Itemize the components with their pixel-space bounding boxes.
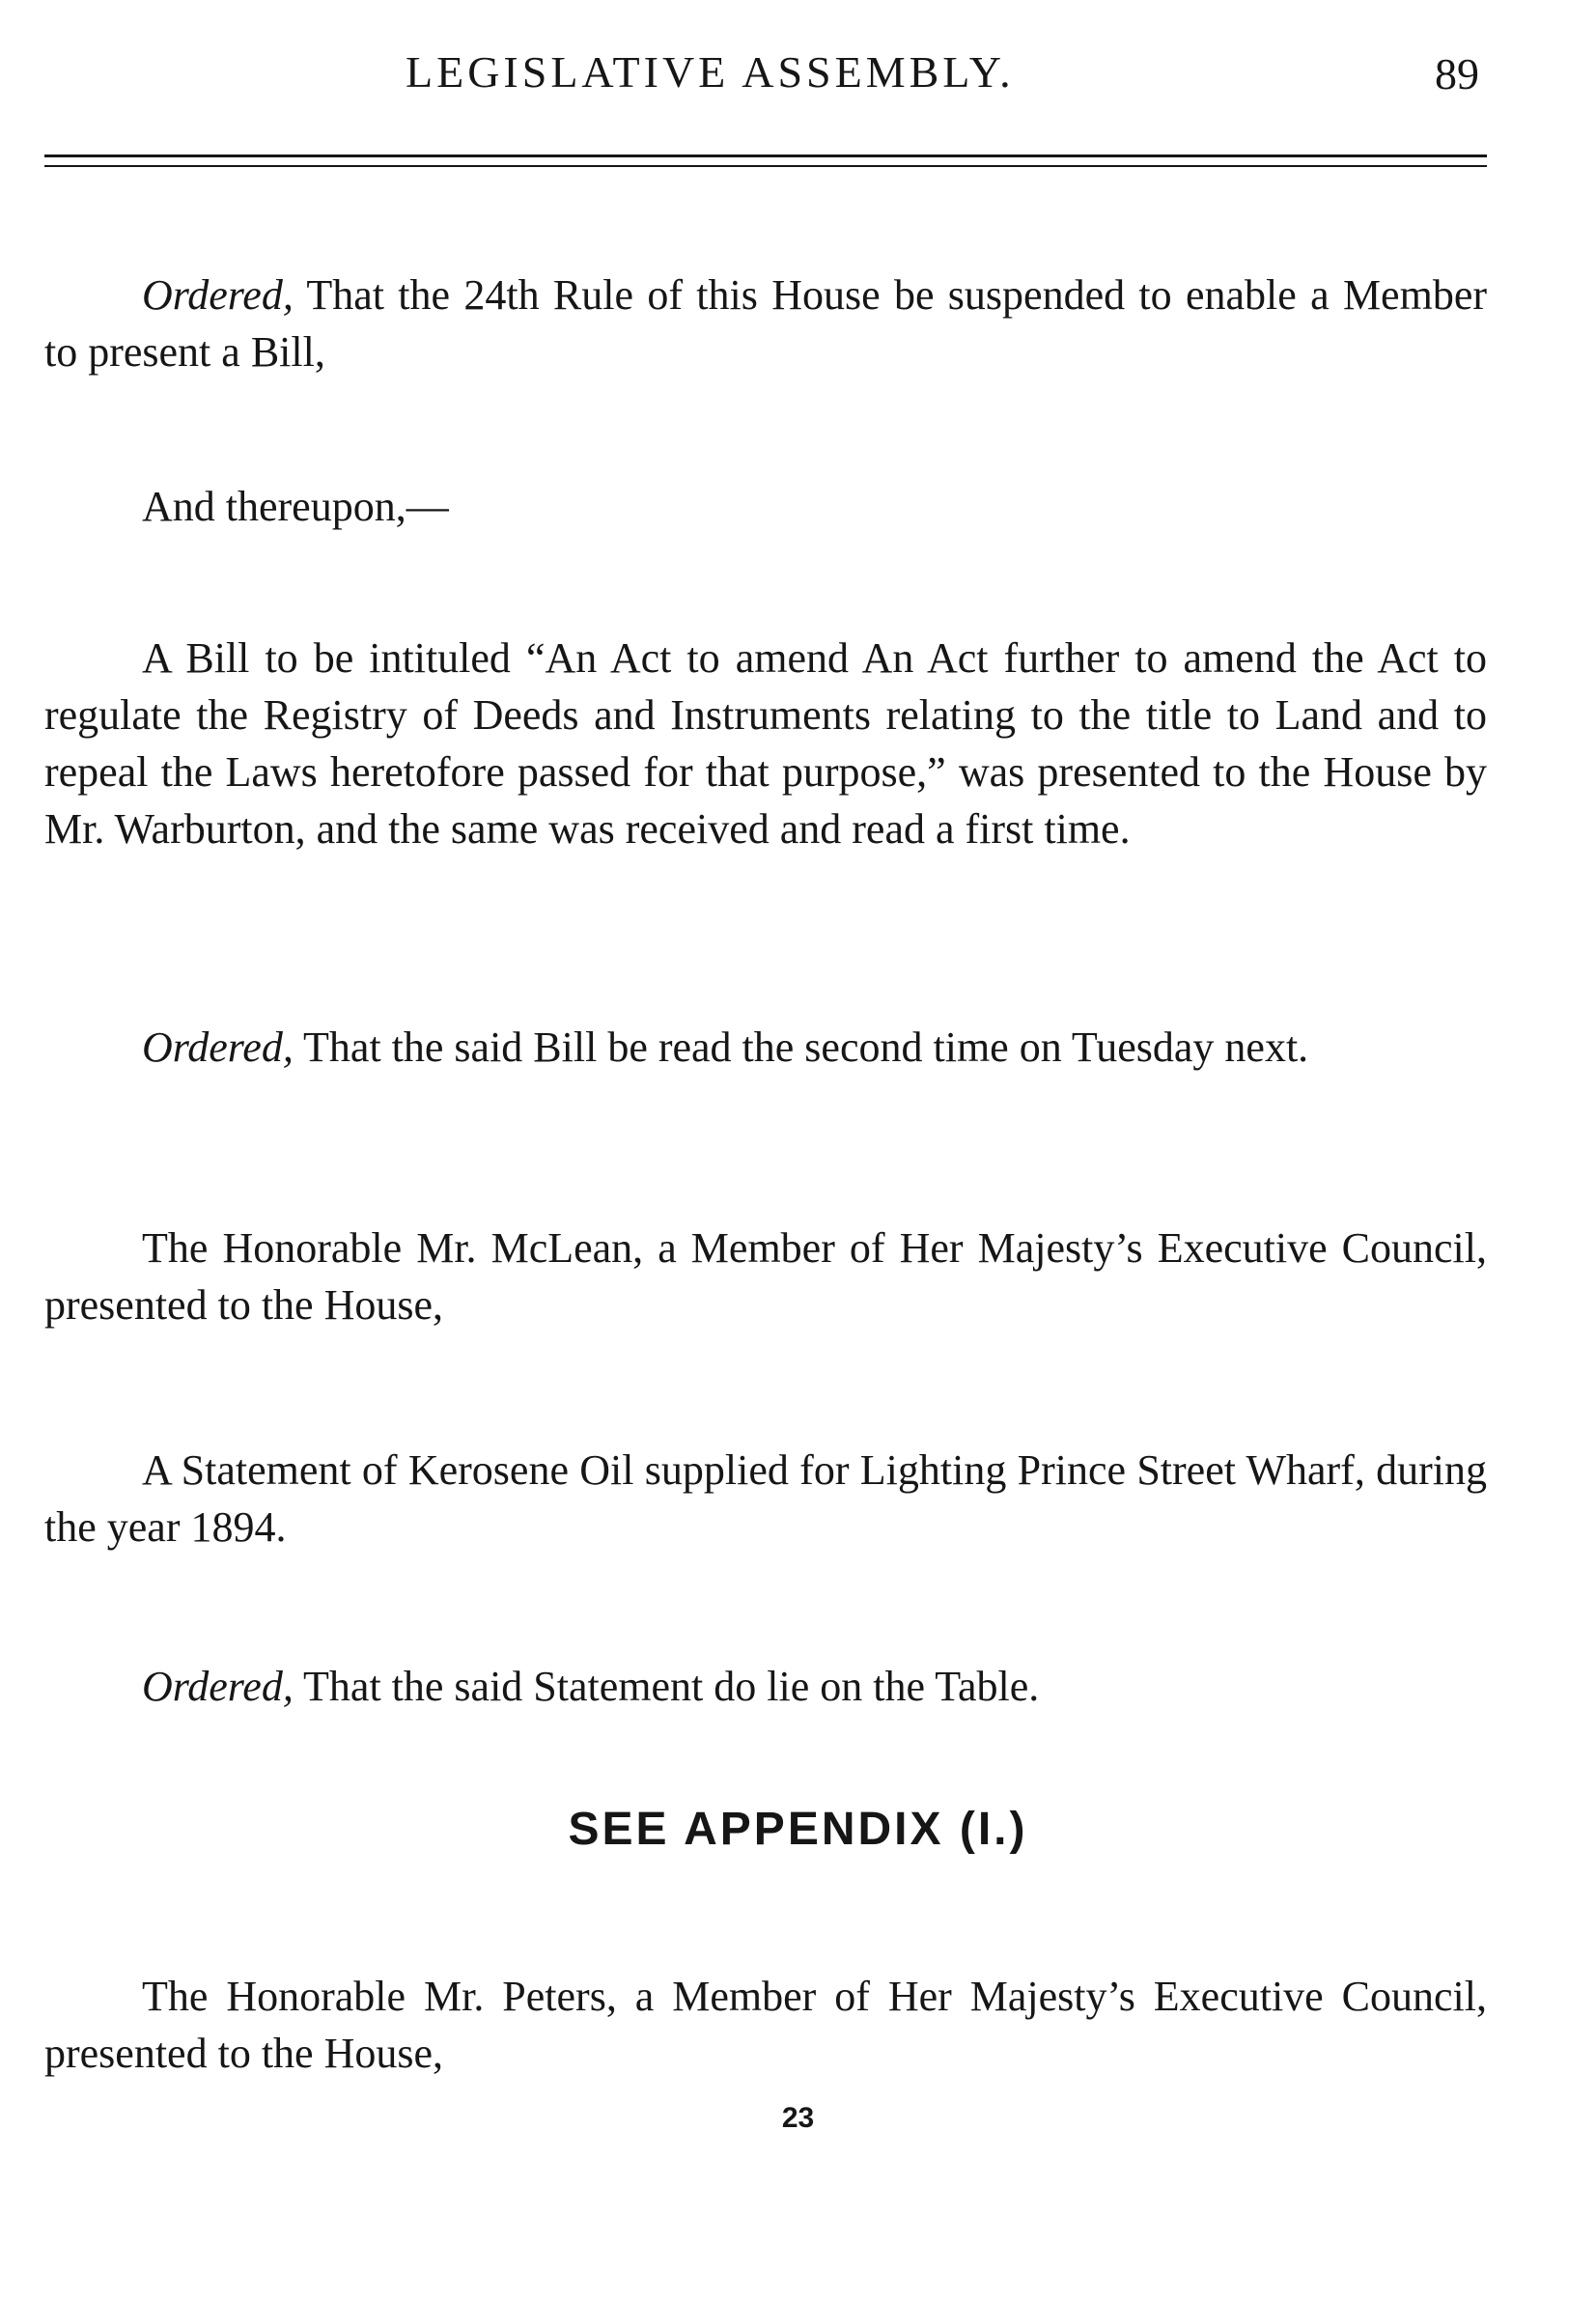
appendix-heading: SEE APPENDIX (I.) [568, 1804, 1028, 1855]
paragraph-lie-on-table-order [44, 1658, 1487, 1715]
ordered-lead: Ordered, [142, 271, 294, 319]
ordered-lead: Ordered, [142, 1023, 294, 1071]
paragraph-peters-presented [44, 1968, 1487, 2082]
ordered-lead: Ordered, [142, 1663, 294, 1710]
running-header-title: LEGISLATIVE ASSEMBLY. [406, 47, 1015, 97]
page-number: 89 [1435, 49, 1479, 98]
paragraph-text: A Statement of Kerosene Oil supplied for Lighting Prince Street Wharf, during the year 1894. [44, 1446, 1487, 1551]
header-rule-top [44, 154, 1487, 157]
paragraph-kerosene-statement [44, 1442, 1487, 1556]
paragraph-text: A Bill to be intituled “An Act to amend An Act further to amend the Act to regulate the Registry of Deeds and Instruments relating to the title to Land and to repeal the Laws heretofore passed for that purpose,” was presented to the House by Mr. Warburton, and the same was received and read a first time. [44, 634, 1487, 853]
paragraph-text: That the said Bill be read the second time on Tuesday next. [293, 1023, 1309, 1071]
paragraph-text: The Honorable Mr. McLean, a Member of Her Majesty’s Executive Council, presented to the House, [44, 1224, 1487, 1329]
paragraph-text: And thereupon,— [142, 483, 449, 530]
paragraph-text: That the said Statement do lie on the Table. [293, 1663, 1040, 1710]
header-rule-bottom [44, 165, 1487, 167]
paragraph-thereupon [44, 478, 1487, 535]
paragraph-bill-presented [44, 630, 1487, 857]
paragraph-mclean-presented [44, 1220, 1487, 1333]
paragraph-second-reading-order [44, 1019, 1487, 1076]
signature-mark: 23 [781, 2102, 815, 2134]
paragraph-rule-suspension [44, 266, 1487, 380]
paragraph-text: The Honorable Mr. Peters, a Member of Her Majesty’s Executive Council, presented to the House, [44, 1973, 1487, 2077]
paragraph-text: That the 24th Rule of this House be suspended to enable a Member to present a Bill, [44, 271, 1487, 376]
